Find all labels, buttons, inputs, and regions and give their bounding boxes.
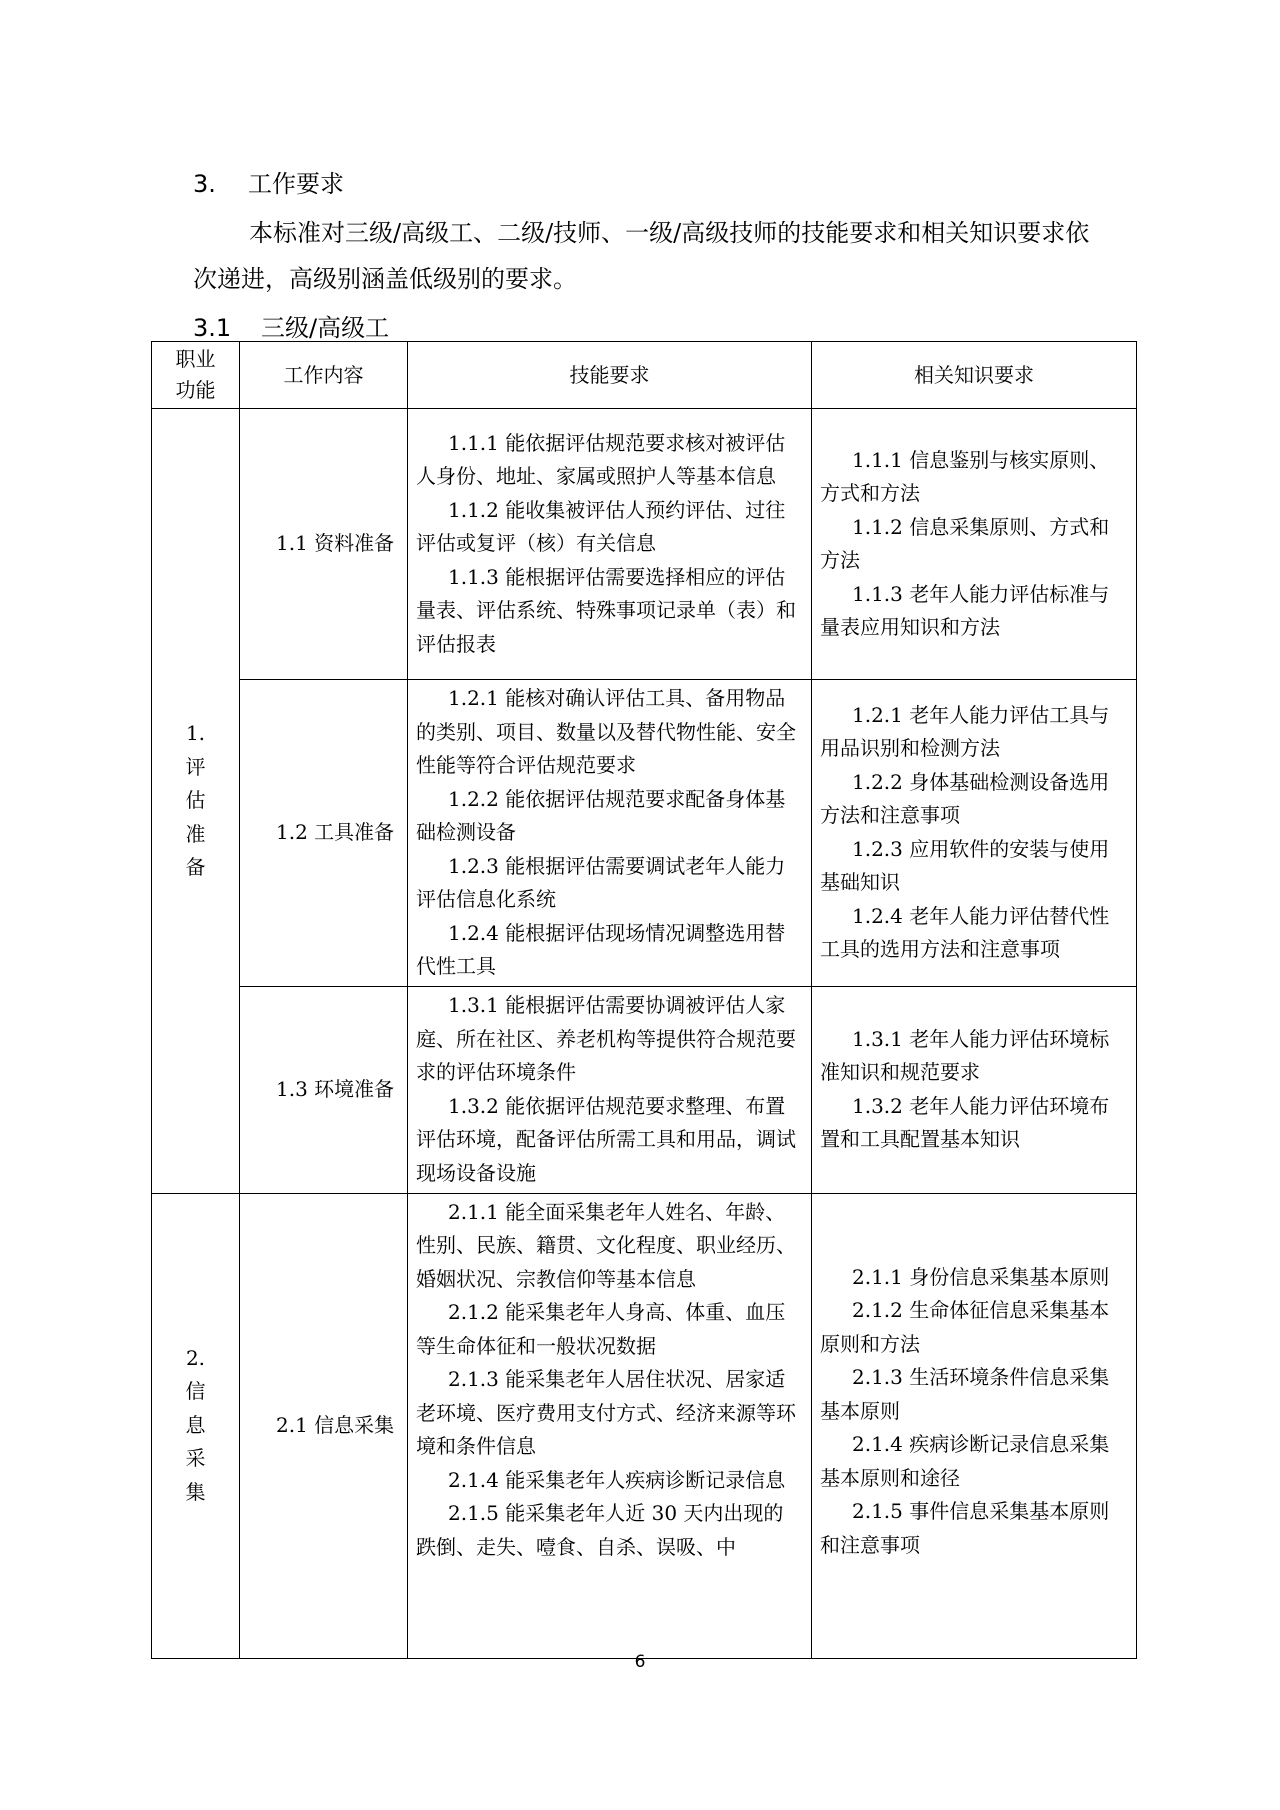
work-content-cell: 1.1 资料准备 <box>240 409 408 680</box>
skill-cell <box>408 409 812 680</box>
work-content-cell: 1.3 环境准备 <box>240 986 408 1193</box>
knowledge-item: 1.3.1 老年人能力评估环境标准知识和规范要求 <box>820 1026 1110 1084</box>
skill-item: 1.1.1 能依据评估规范要求核对被评估人身份、地址、家属或照护人等基本信息 <box>416 430 786 489</box>
function-char: 采 <box>185 1446 206 1471</box>
function-char: 集 <box>185 1479 206 1504</box>
knowledge-item: 1.1.3 老年人能力评估标准与量表应用知识和方法 <box>820 581 1110 639</box>
knowledge-item: 2.1.4 疾病诊断记录信息采集基本原则和途径 <box>820 1432 1110 1490</box>
section-title: 工作要求 <box>248 170 344 198</box>
skill-item: 1.1.2 能收集被评估人预约评估、过往评估或复评（核）有关信息 <box>416 497 786 556</box>
knowledge-item: 2.1.2 生命体征信息采集基本原则和方法 <box>820 1298 1110 1356</box>
work-content-cell: 1.2 工具准备 <box>240 680 408 987</box>
requirements-table <box>151 341 1137 1659</box>
subsection-number: 3.1 <box>193 314 232 342</box>
skill-cell <box>408 680 812 987</box>
knowledge-item: 2.1.1 身份信息采集基本原则 <box>852 1264 1110 1289</box>
skill-item: 1.2.3 能根据评估需要调试老年人能力评估信息化系统 <box>416 853 786 911</box>
skill-item: 2.1.5 能采集老年人近 30 天内出现的跌倒、走失、噎食、自杀、误吸、中 <box>416 1501 784 1559</box>
work-content-cell: 2.1 信息采集 <box>240 1193 408 1658</box>
knowledge-item: 1.1.1 信息鉴别与核实原则、方式和方法 <box>820 447 1110 505</box>
skill-item: 1.2.1 能核对确认评估工具、备用物品的类别、项目、数量以及替代物性能、安全性能等符合评估规范要求 <box>416 686 796 777</box>
skill-cell <box>408 1193 812 1658</box>
knowledge-cell <box>812 1193 1137 1658</box>
header-work-content: 工作内容 <box>240 342 408 409</box>
table-row <box>152 680 1137 987</box>
skill-item: 2.1.2 能采集老年人身高、体重、血压等生命体征和一般状况数据 <box>416 1300 786 1358</box>
knowledge-item: 1.2.3 应用软件的安装与使用基础知识 <box>820 836 1110 895</box>
skill-cell <box>408 986 812 1193</box>
knowledge-cell <box>812 409 1137 680</box>
knowledge-item: 1.2.4 老年人能力评估替代性工具的选用方法和注意事项 <box>820 903 1110 962</box>
function-char: 准 <box>185 821 206 846</box>
knowledge-item: 2.1.3 生活环境条件信息采集基本原则 <box>820 1365 1110 1423</box>
function-char: 评 <box>185 754 206 779</box>
header-function: 职业功能 <box>152 342 240 409</box>
knowledge-item: 1.3.2 老年人能力评估环境布置和工具配置基本知识 <box>820 1093 1110 1151</box>
subsection-title: 三级/高级工 <box>261 314 390 342</box>
function-char: 息 <box>185 1412 206 1437</box>
header-skill-requirements: 技能要求 <box>408 342 812 409</box>
function-char: 估 <box>185 788 206 812</box>
page-number: 6 <box>634 1652 646 1672</box>
function-number: 2. <box>185 1345 206 1370</box>
skill-item: 1.3.2 能依据评估规范要求整理、布置评估环境，配备评估所需工具和用品，调试现场设备设施 <box>416 1093 796 1185</box>
section-number: 3. <box>193 170 216 198</box>
section-heading <box>193 164 344 199</box>
knowledge-item: 1.1.2 信息采集原则、方式和方法 <box>820 514 1110 572</box>
function-number: 1. <box>185 721 206 745</box>
knowledge-item: 1.2.2 身体基础检测设备选用方法和注意事项 <box>820 769 1110 828</box>
intro-paragraph: 本标准对三级/高级工、二级/技师、一级/高级技师的技能要求和相关知识要求依次递进，高级别涵盖低级别的要求。 <box>193 219 1090 293</box>
knowledge-item: 2.1.5 事件信息采集基本原则和注意事项 <box>820 1499 1110 1557</box>
header-knowledge-requirements: 相关知识要求 <box>812 342 1137 409</box>
skill-item: 1.3.1 能根据评估需要协调被评估人家庭、所在社区、养老机构等提供符合规范要求的评估环境条件 <box>416 993 796 1084</box>
function-char: 备 <box>185 855 206 879</box>
skill-item: 2.1.1 能全面采集老年人姓名、年龄、性别、民族、籍贯、文化程度、职业经历、婚姻状况、宗教信仰等基本信息 <box>416 1199 796 1291</box>
subsection-heading <box>193 308 389 343</box>
knowledge-cell <box>812 680 1137 987</box>
table-row <box>152 986 1137 1193</box>
skill-item: 1.2.4 能根据评估现场情况调整选用替代性工具 <box>416 920 786 978</box>
function-cell-1 <box>152 409 240 1194</box>
table-header-row <box>152 342 1137 409</box>
table-row <box>152 409 1137 680</box>
skill-item: 1.2.2 能依据评估规范要求配备身体基础检测设备 <box>416 786 786 844</box>
table-row <box>152 1193 1137 1658</box>
skill-item: 2.1.3 能采集老年人居住状况、居家适老环境、医疗费用支付方式、经济来源等环境和条件信息 <box>416 1367 796 1458</box>
knowledge-item: 1.2.1 老年人能力评估工具与用品识别和检测方法 <box>820 702 1110 761</box>
function-char: 信 <box>185 1379 206 1404</box>
skill-item: 1.1.3 能根据评估需要选择相应的评估量表、评估系统、特殊事项记录单（表）和评估报表 <box>416 564 796 656</box>
knowledge-cell <box>812 986 1137 1193</box>
function-cell-2 <box>152 1193 240 1658</box>
skill-item: 2.1.4 能采集老年人疾病诊断记录信息 <box>448 1467 786 1492</box>
